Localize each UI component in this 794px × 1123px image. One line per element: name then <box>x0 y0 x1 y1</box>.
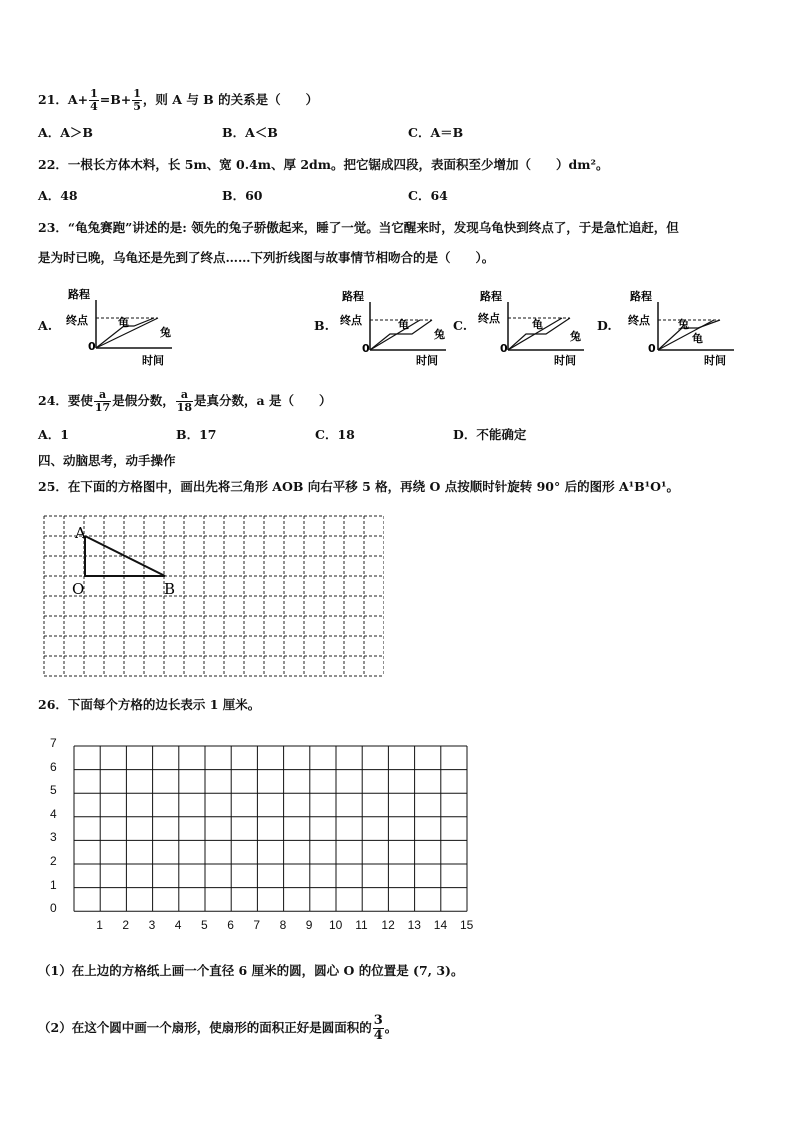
graph-c-origin: 0 <box>500 342 508 355</box>
graph-b-turtle-label: 龟 <box>398 318 409 331</box>
q26-y-label: 2 <box>50 854 57 868</box>
q26-x-label: 3 <box>148 918 156 932</box>
q26-x-label: 8 <box>279 918 287 932</box>
q25-grid[interactable] <box>40 512 384 680</box>
q22-option-b[interactable]: B．60 <box>222 188 263 203</box>
q26-x-label: 13 <box>407 918 421 932</box>
q23-graph-c[interactable] <box>474 286 594 368</box>
q24-tail: 是真分数，a 是（ ） <box>194 393 332 408</box>
q26-x-label: 2 <box>122 918 130 932</box>
q21-eq: =B+ <box>99 92 132 107</box>
q21-f1-den: 4 <box>90 100 98 113</box>
q22-option-c[interactable]: C．64 <box>408 188 448 203</box>
graph-b-turtle-line <box>370 320 420 350</box>
q21-num: 21． <box>38 92 68 107</box>
q26-x-label: 5 <box>201 918 208 932</box>
q26-grid[interactable] <box>72 744 472 914</box>
q25-stem: 25．在下面的方格图中，画出先将三角形 AOB 向右平移 5 格，再绕 O 点按顺时针旋转 90° 后的图形 A¹B¹O¹。 <box>38 479 680 494</box>
q26-y-label: 6 <box>50 759 57 774</box>
graph-a-turtle-label: 龟 <box>118 316 129 329</box>
q23-graph-a[interactable] <box>62 286 182 368</box>
q26-x-label: 11 <box>355 918 368 932</box>
graph-d-turtle-label: 龟 <box>692 332 703 345</box>
q23-option-a-letter[interactable]: A. <box>38 318 53 333</box>
graph-c-x-label: 时间 <box>554 354 576 367</box>
graph-d-rabbit-label: 兔 <box>678 318 689 331</box>
q24-f2-den: 18 <box>176 401 193 414</box>
q26-sub2-pre: （2）在这个圆中画一个扇形，使扇形的面积正好是圆面积的 <box>38 1020 372 1035</box>
q26-y-label: 4 <box>50 806 57 821</box>
graph-c-end-label: 终点 <box>478 312 500 325</box>
q26-y-label: 0 <box>50 901 57 916</box>
q21-f1-num: 1 <box>90 87 98 100</box>
q21-option-c[interactable]: C．A＝B <box>408 125 464 140</box>
point-o-label: O <box>72 580 85 598</box>
q23-option-b-letter[interactable]: B. <box>314 318 329 333</box>
graph-b-origin: 0 <box>362 342 370 355</box>
graph-b-y-label: 路程 <box>342 290 364 303</box>
q23-graph-b[interactable] <box>336 286 456 368</box>
graph-c-rabbit-label: 兔 <box>570 330 581 343</box>
graph-d-origin: 0 <box>648 342 656 355</box>
q24-option-c[interactable]: C．18 <box>315 427 355 442</box>
q24-mid: 是假分数， <box>112 393 175 408</box>
q24-stem <box>38 389 332 414</box>
q21-stem <box>38 88 318 113</box>
q21-tail: ，则 A 与 B 的关系是（ ） <box>142 92 319 107</box>
q26-sub2-num: 3 <box>373 1013 383 1028</box>
q26-y-label: 1 <box>50 877 57 892</box>
q22-option-a[interactable]: A．48 <box>38 188 78 203</box>
q21-option-a[interactable]: A．A＞B <box>38 125 93 140</box>
q26-sub2-den: 4 <box>373 1028 383 1043</box>
graph-b-x-label: 时间 <box>416 354 438 367</box>
q26-x-label: 12 <box>381 918 395 932</box>
q26-x-label: 15 <box>460 918 474 932</box>
graph-a-origin: 0 <box>88 340 96 353</box>
graph-a-y-label: 路程 <box>68 288 90 301</box>
graph-a-end-label: 终点 <box>66 314 88 327</box>
q24-option-d[interactable]: D．不能确定 <box>453 427 527 442</box>
graph-d-x-label: 时间 <box>704 354 726 367</box>
q24-num: 24．要使 <box>38 393 93 408</box>
q26-sub1: （1）在上边的方格纸上画一个直径 6 厘米的圆，圆心 O 的位置是 (7, 3)。 <box>38 963 464 978</box>
graph-c-turtle-label: 龟 <box>532 318 543 331</box>
q23-stem-line2: 是为时已晚，乌龟还是先到了终点……下列折线图与故事情节相吻合的是（ ）。 <box>38 250 495 265</box>
q26-y-label: 5 <box>50 783 57 798</box>
q26-x-label: 9 <box>305 918 313 932</box>
q26-x-label: 7 <box>253 918 261 932</box>
q26-x-label: 10 <box>329 918 343 932</box>
q21-f2-den: 5 <box>133 100 141 113</box>
graph-a-rabbit-label: 兔 <box>160 326 171 339</box>
q21-fraction-2 <box>132 88 142 113</box>
point-b-label: B <box>164 580 176 598</box>
q24-f2-num: a <box>176 389 193 402</box>
q26-sub2-fraction <box>373 1014 384 1043</box>
q22-stem: 22．一根长方体木料，长 5m、宽 0.4m、厚 2dm。把它锯成四段，表面积至少增加（ ）dm²。 <box>38 157 609 172</box>
graph-c-y-label: 路程 <box>480 290 502 303</box>
point-a-label: A <box>75 524 86 542</box>
q26-sub2 <box>38 1014 397 1043</box>
q26-stem: 26．下面每个方格的边长表示 1 厘米。 <box>38 697 261 712</box>
graph-d-end-label: 终点 <box>628 314 650 327</box>
q21-option-b[interactable]: B．A＜B <box>222 125 278 140</box>
graph-b-rabbit-label: 兔 <box>434 328 445 341</box>
graph-a-x-label: 时间 <box>142 354 164 367</box>
q26-sub2-post: 。 <box>384 1020 398 1035</box>
q21-fraction-1 <box>89 88 99 113</box>
graph-b-end-label: 终点 <box>340 314 362 327</box>
q23-option-c-letter[interactable]: C. <box>453 318 468 333</box>
q24-option-a[interactable]: A．1 <box>38 427 69 442</box>
q24-option-b[interactable]: B．17 <box>176 427 217 442</box>
q23-graph-d[interactable] <box>622 286 742 368</box>
q26-x-label: 1 <box>96 918 103 932</box>
q26-y-label: 3 <box>50 830 57 845</box>
q26-x-label: 4 <box>174 918 182 932</box>
q21-f2-num: 1 <box>133 87 141 100</box>
q24-fraction-1 <box>94 389 111 414</box>
q21-a-plus: A+ <box>67 92 89 107</box>
graph-d-y-label: 路程 <box>630 290 652 303</box>
q26-x-label: 6 <box>227 918 234 932</box>
section-4-heading: 四、动脑思考，动手操作 <box>38 453 176 468</box>
q26-y-label: 7 <box>50 736 57 750</box>
q24-fraction-2 <box>176 389 193 414</box>
q23-stem-line1: 23．“龟兔赛跑”讲述的是: 领先的兔子骄傲起来，睡了一觉。当它醒来时，发现乌龟快到终点了，于是急忙追赶，但 <box>38 220 679 235</box>
q23-option-d-letter[interactable]: D. <box>597 318 612 333</box>
q26-grid-lines <box>74 746 467 911</box>
q24-f1-den: 17 <box>94 401 111 414</box>
q24-f1-num: a <box>94 389 111 402</box>
q26-x-label: 14 <box>433 918 448 932</box>
